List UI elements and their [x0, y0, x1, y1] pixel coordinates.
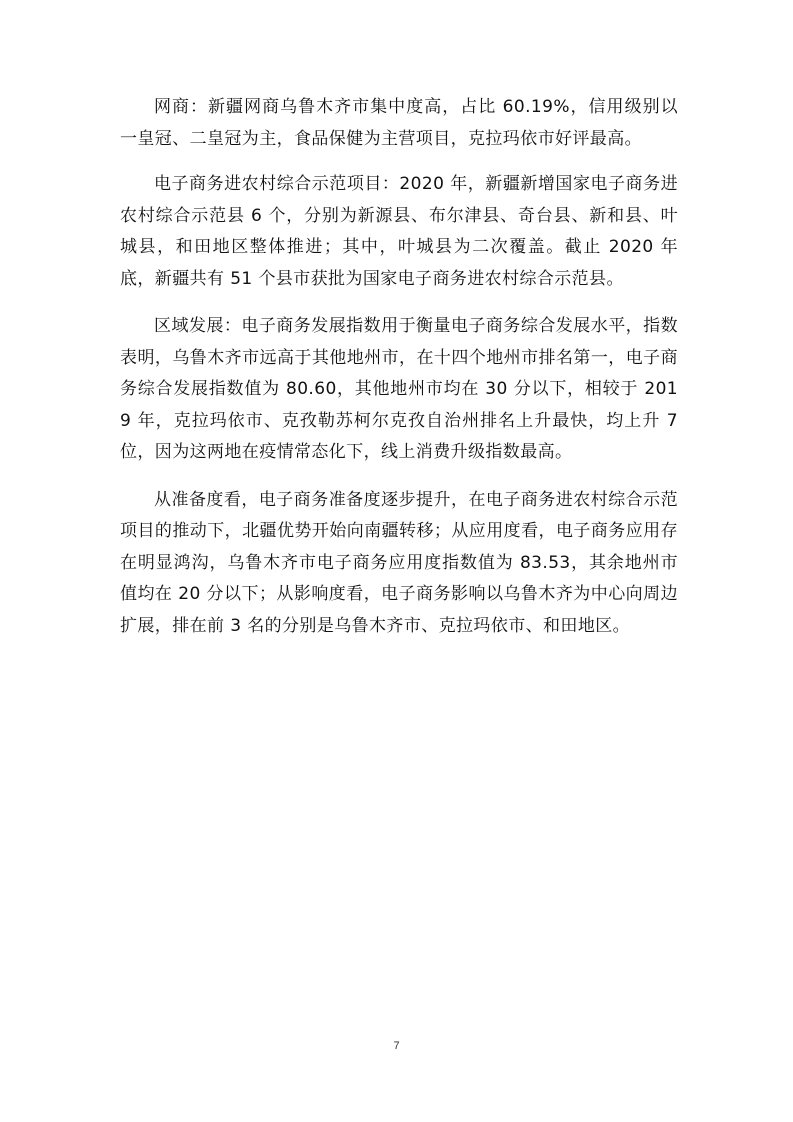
paragraph-readiness-application-impact: 从准备度看，电子商务准备度逐步提升，在电子商务进农村综合示范项目的推动下，北疆优势开始向南疆转移；从应用度看，电子商务应用存在明显鸿沟，乌鲁木齐市电子商务应用度指数值为 83.53，其余地州市值均在 20 分以下；从影响度看，电子商务影响以乌鲁木齐为中心向周边扩展，排在前 3 名的分别是乌鲁木齐市、克拉玛依市、和田地区。: [120, 489, 678, 636]
paragraph-regional-development: 区域发展：电子商务发展指数用于衡量电子商务综合发展水平，指数表明，乌鲁木齐市远高于其他地州市，在十四个地州市排名第一，电子商务综合发展指数值为 80.60，其他地州市均在 30 分以下，相较于 2019 年，克拉玛依市、克孜勒苏柯尔克孜自治州排名上升最快，均上升 7 位，因为这两地在疫情常态化下，线上消费升级指数最高。: [120, 316, 678, 462]
paragraph-rural-ecommerce-demo: 电子商务进农村综合示范项目：2020 年，新疆新增国家电子商务进农村综合示范县 6 个，分别为新源县、布尔津县、奇台县、新和县、叶城县，和田地区整体推进；其中，叶城县为二次覆盖。截止 2020 年底，新疆共有 51 个县市获批为国家电子商务进农村综合示范县。: [120, 174, 678, 289]
document-body: [120, 92, 678, 658]
page-number: 7: [393, 1040, 400, 1052]
paragraph-online-merchants: 网商：新疆网商乌鲁木齐市集中度高，占比 60.19%，信用级别以一皇冠、二皇冠为主，食品保健为主营项目，克拉玛依市好评最高。: [120, 97, 678, 149]
